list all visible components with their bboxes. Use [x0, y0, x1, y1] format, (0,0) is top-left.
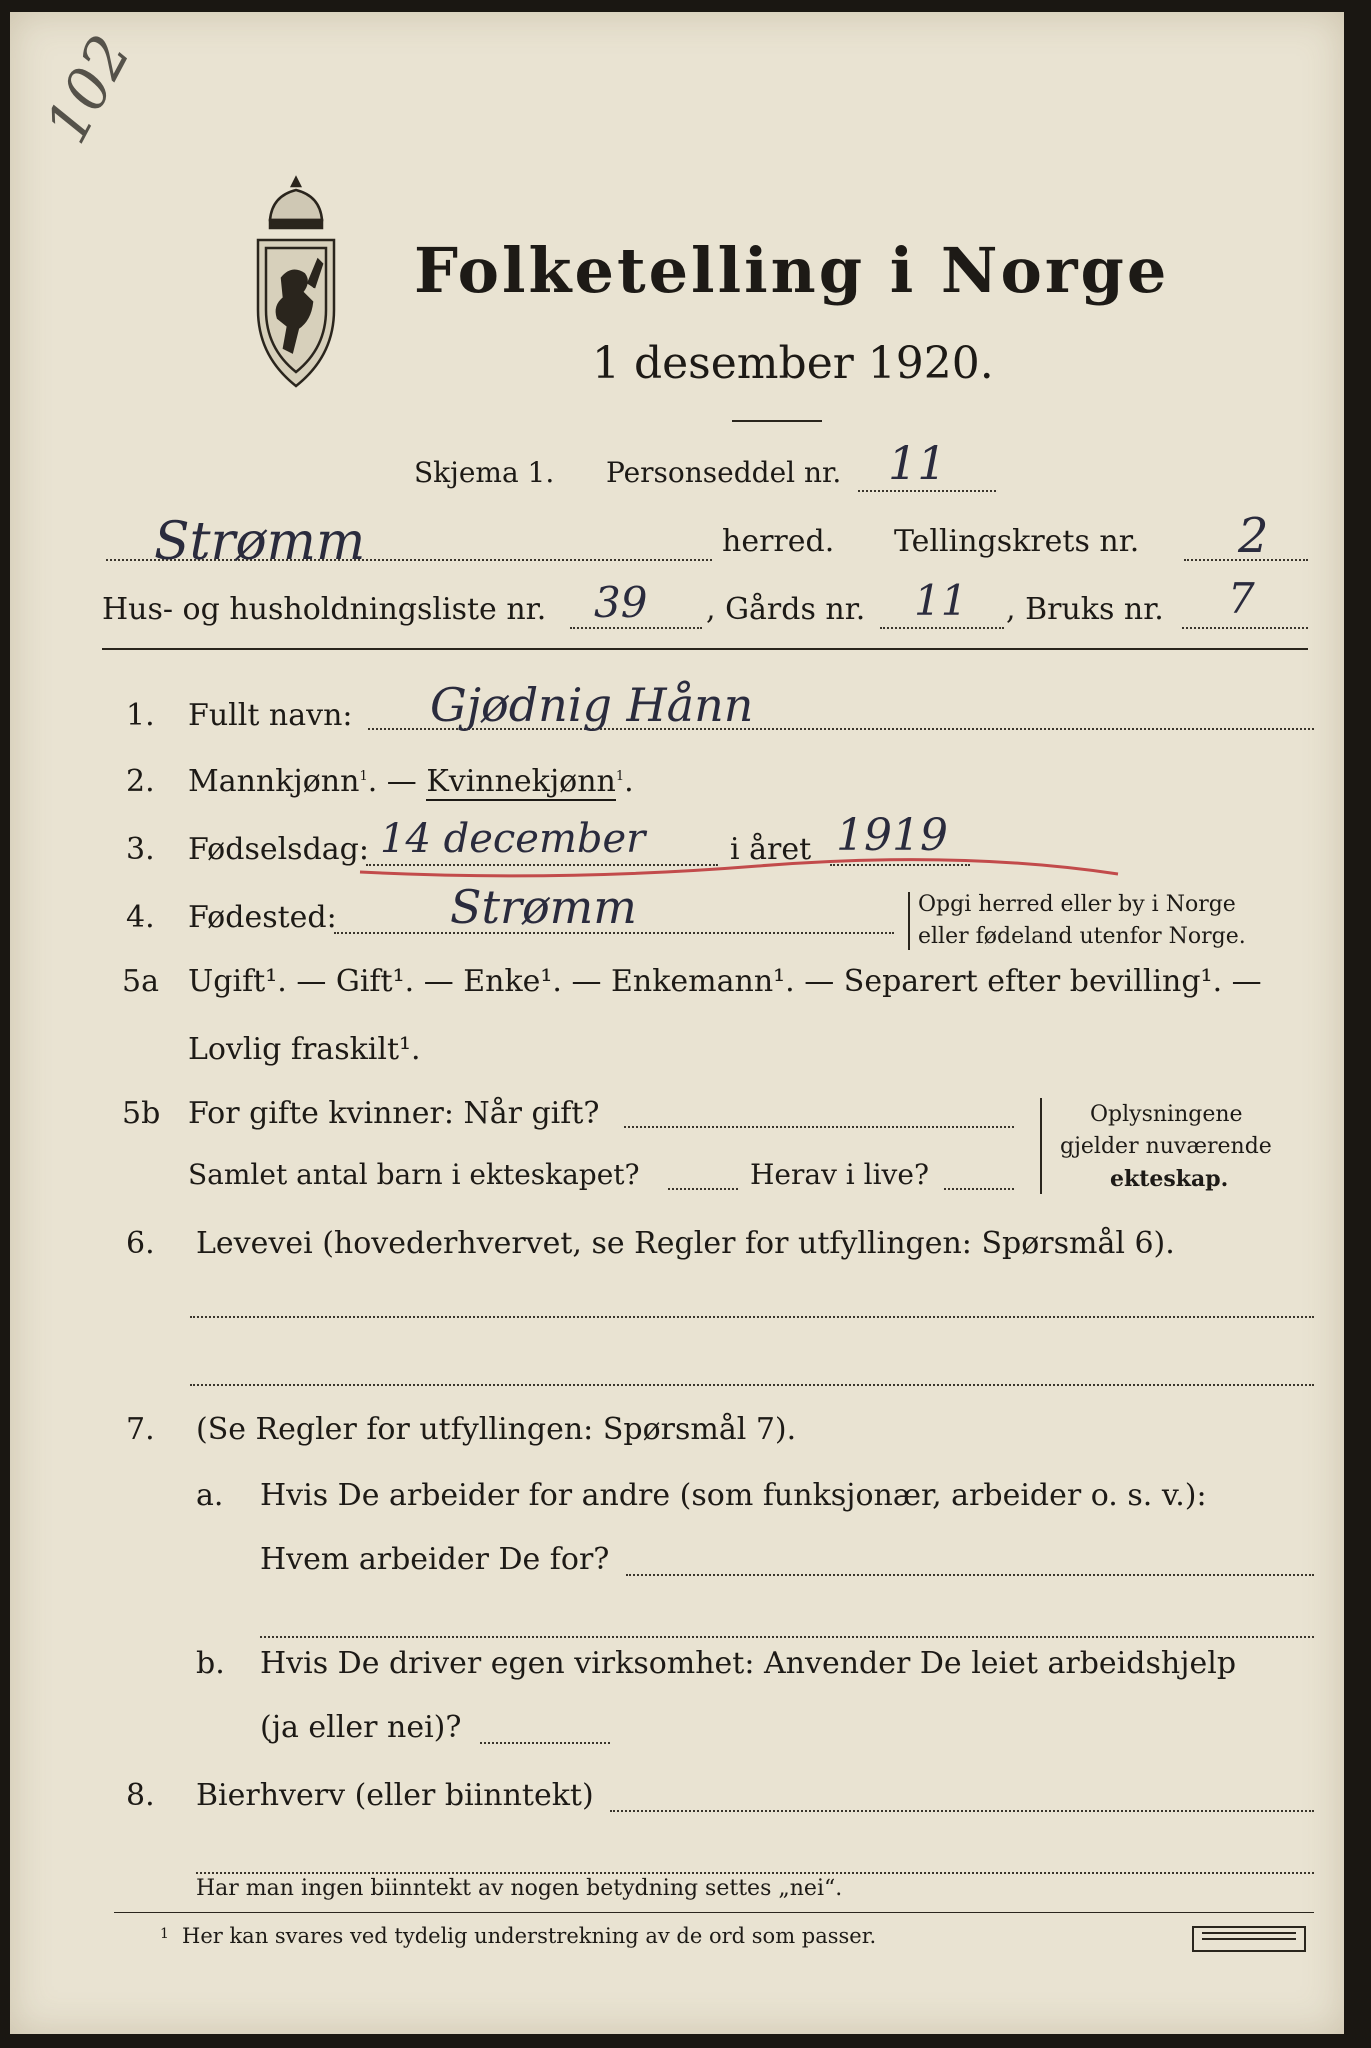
- gards-label: , Gårds nr.: [706, 592, 866, 627]
- q8-note: Har man ingen biinntekt av nogen betydning settes „nei“.: [196, 1876, 843, 1901]
- bruks-value[interactable]: 7: [1228, 574, 1255, 623]
- q7a-employer-label: Hvem arbeider De for?: [260, 1542, 610, 1577]
- q1-label: Fullt navn:: [188, 698, 353, 733]
- hus-value[interactable]: 39: [594, 578, 648, 627]
- q7b-yes-no-label: (ja eller nei)?: [260, 1710, 462, 1745]
- herred-label: herred.: [722, 524, 835, 559]
- q7b-yes-no-line[interactable]: [480, 1742, 610, 1744]
- form-date: 1 desember 1920.: [592, 338, 994, 389]
- q4-label: Fødested:: [188, 900, 337, 935]
- hus-label: Hus- og husholdningsliste nr.: [102, 592, 547, 627]
- bruks-label: , Bruks nr.: [1006, 592, 1164, 627]
- q1-number: 1.: [126, 698, 155, 733]
- q5b-number: 5b: [122, 1096, 161, 1131]
- printer-stamp: [1192, 1926, 1306, 1952]
- footnote-divider: [114, 1912, 1314, 1913]
- q7b-label: Hvis De driver egen virksomhet: Anvender De leiet arbeidshjelp: [260, 1646, 1237, 1681]
- q3-label: Fødselsdag:: [188, 832, 369, 867]
- q2-female-option[interactable]: Kvinnekjønn: [426, 764, 616, 799]
- q4-note-line2: eller fødeland utenfor Norge.: [918, 924, 1246, 949]
- q2-options: Mannkjønn$^1$. — Kvinnekjønn$^1$.: [188, 764, 634, 799]
- q5b-children-label: Samlet antal barn i ekteskapet?: [188, 1158, 640, 1191]
- form-title: Folketelling i Norge: [414, 234, 1170, 307]
- q1-value[interactable]: Gjødnig Hånn: [430, 678, 754, 732]
- personseddel-value[interactable]: 11: [888, 436, 947, 490]
- q5b-note-line3: ekteskap.: [1110, 1166, 1229, 1192]
- q5b-alive-line: [944, 1188, 1014, 1190]
- q6-number: 6.: [126, 1226, 155, 1261]
- q8-number: 8.: [126, 1778, 155, 1813]
- q2-number: 2.: [126, 764, 155, 799]
- census-form-page: [10, 12, 1344, 2034]
- q8-label: Bierhverv (eller biinntekt): [196, 1778, 594, 1813]
- q5b-married-when-label: For gifte kvinner: Når gift?: [188, 1096, 600, 1131]
- q5b-children-line: [668, 1188, 738, 1190]
- margin-note: 102: [32, 24, 145, 154]
- q7a-number: a.: [196, 1478, 224, 1513]
- q4-brace: [908, 892, 910, 950]
- q7a-label: Hvis De arbeider for andre (som funksjonær, arbeider o. s. v.):: [260, 1478, 1207, 1513]
- coat-of-arms-icon: [248, 174, 344, 390]
- q3-year-label: i året: [730, 832, 812, 867]
- tellingskrets-value[interactable]: 2: [1238, 508, 1269, 564]
- title-divider: [732, 420, 822, 422]
- q7a-line-2[interactable]: [260, 1636, 1314, 1638]
- q3-value[interactable]: 14 december: [380, 816, 646, 862]
- header-divider: [102, 648, 1308, 650]
- q8-line-2[interactable]: [196, 1872, 1314, 1874]
- q3-number: 3.: [126, 832, 155, 867]
- q5b-brace: [1040, 1098, 1042, 1194]
- q6-line-2[interactable]: [190, 1384, 1314, 1386]
- q5b-alive-label: Herav i live?: [750, 1158, 929, 1191]
- footnote-mark: 1: [160, 1926, 169, 1942]
- footnote-text: Her kan svares ved tydelig understrekning av de ord som passer.: [182, 1924, 877, 1948]
- q4-note-line1: Opgi herred eller by i Norge: [918, 892, 1236, 917]
- q8-line[interactable]: [610, 1810, 1314, 1812]
- q6-line-1[interactable]: [190, 1316, 1314, 1318]
- q7-label: (Se Regler for utfyllingen: Spørsmål 7).: [196, 1412, 797, 1447]
- q3-year-value[interactable]: 1919: [836, 810, 948, 861]
- bruks-line: [1182, 627, 1308, 629]
- personseddel-line: [858, 490, 996, 492]
- q5a-options[interactable]: Ugift¹. — Gift¹. — Enke¹. — Enkemann¹. — Separert efter bevilling¹. —: [188, 964, 1262, 999]
- q4-number: 4.: [126, 900, 155, 935]
- q7a-employer-line[interactable]: [626, 1574, 1314, 1576]
- q5b-note-line2: gjelder nuværende: [1060, 1134, 1272, 1159]
- q7-number: 7.: [126, 1412, 155, 1447]
- gards-value[interactable]: 11: [914, 576, 968, 625]
- q6-label: Levevei (hovederhvervet, se Regler for utfyllingen: Spørsmål 6).: [196, 1226, 1175, 1261]
- q2-separator: . —: [367, 764, 427, 799]
- q5a-options-2[interactable]: Lovlig fraskilt¹.: [188, 1032, 421, 1067]
- personseddel-label: Personseddel nr.: [606, 456, 842, 489]
- hus-line: [570, 627, 702, 629]
- gards-line: [880, 627, 1004, 629]
- tellingskrets-label: Tellingskrets nr.: [894, 524, 1140, 559]
- q5b-married-when-line: [624, 1126, 1014, 1128]
- herred-value[interactable]: Strømm: [154, 512, 366, 572]
- q5a-number: 5a: [122, 964, 159, 999]
- q2-male-option[interactable]: Mannkjønn: [188, 764, 360, 799]
- q5b-note-line1: Oplysningene: [1090, 1102, 1243, 1127]
- q7b-number: b.: [196, 1646, 225, 1681]
- q4-value[interactable]: Strømm: [450, 880, 637, 934]
- schema-label: Skjema 1.: [414, 456, 555, 489]
